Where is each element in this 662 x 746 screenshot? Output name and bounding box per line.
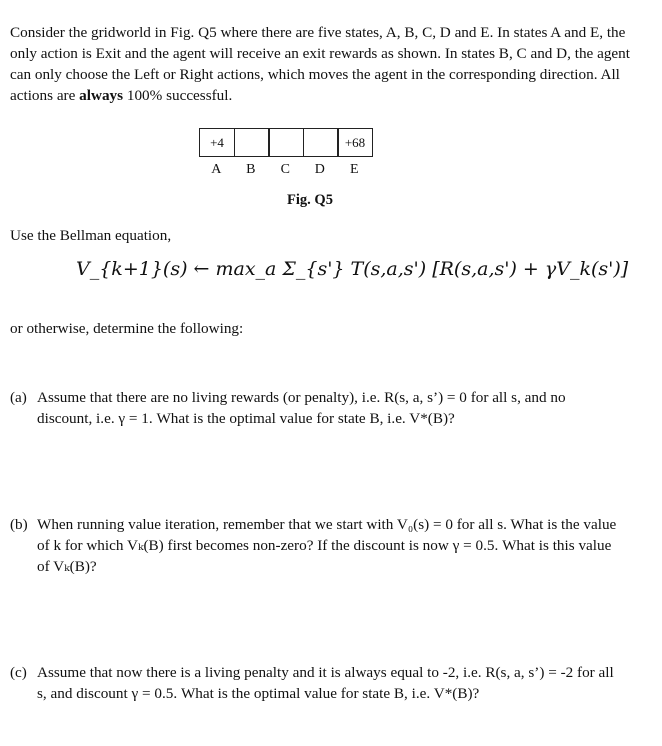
grid-label-d: D: [314, 162, 325, 177]
question-label: (c): [10, 664, 27, 681]
grid-cell-e: +68: [337, 128, 373, 157]
question-text: Assume that now there is a living penalty and it is always equal to -2, i.e. R(s, a, s’) = -2 for all s, and discount γ = 0.5. What is the optimal value for state B, i.e. V*(B)?: [37, 664, 614, 702]
question-a: [10, 387, 620, 429]
grid-cell-c: [268, 128, 304, 157]
grid-cell-a: +4: [199, 128, 235, 157]
grid-cell-b: [234, 128, 270, 157]
grid-label-c: C: [280, 162, 290, 177]
question-c: [10, 662, 620, 704]
question-text: When running value iteration, remember that we start with V₀(s) = 0 for all s. What is the value of k for which Vₖ(B) first becomes non-zero? If the discount is now γ = 0.5. What is this value of Vₖ(B)?: [37, 516, 617, 575]
bellman-equation: V_{k+1}(s) ← max_a Σ_{s'} T(s,a,s') [R(s,a,s') + γV_k(s')]: [76, 258, 629, 280]
question-text: Assume that there are no living rewards (or penalty), i.e. R(s, a, s’) = 0 for all s, and no discount, i.e. γ = 1. What is the optimal value for state B, i.e. V*(B)?: [37, 389, 566, 427]
question-label: (b): [10, 516, 28, 533]
grid-cell-d: [303, 128, 339, 157]
intro-end: 100% successful.: [126, 87, 233, 104]
figure-caption: Fig. Q5: [287, 192, 333, 208]
grid-label-b: B: [246, 162, 256, 177]
otherwise-text: or otherwise, determine the following:: [10, 320, 244, 337]
intro-paragraph: [10, 22, 650, 106]
intro-bold: always: [79, 87, 124, 104]
grid-label-e: E: [349, 162, 359, 177]
intro-text: Consider the gridworld in Fig. Q5 where there are five states, A, B, C, D and E. In states A and E, the only action is Exit and the agent will receive an exit rewards as shown. In states B, C and D, the agent can only choose the Left or Right actions, which moves the agent in the corresponding direction. All actions are: [10, 24, 630, 104]
question-b: [10, 514, 620, 577]
grid-labels: [199, 162, 372, 178]
gridworld: [199, 128, 372, 157]
bellman-intro: Use the Bellman equation,: [10, 227, 172, 244]
question-label: (a): [10, 389, 27, 406]
grid-label-a: A: [211, 162, 222, 177]
